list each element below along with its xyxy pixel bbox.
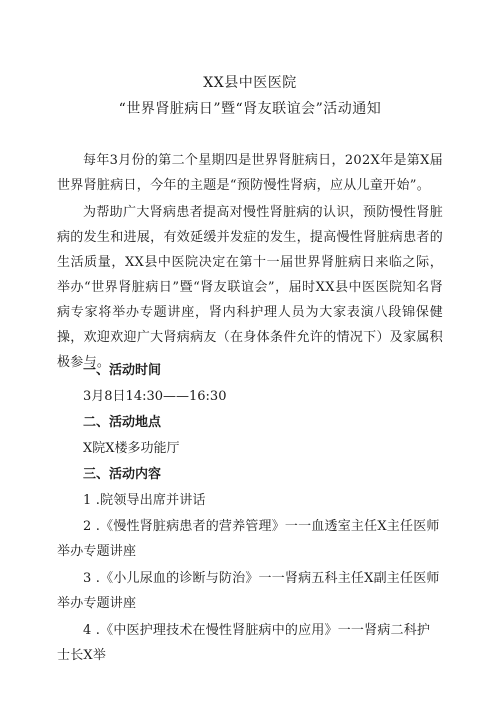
section-time-content: 3月8日14:30——16:30 <box>83 389 227 404</box>
section-content-heading: 三、活动内容 <box>83 467 162 482</box>
intro-paragraph: 每年3月份的第二个星期四是世界肾脏病日，202X年是第X届世界肾脏病日，今年的主题是“预防慢性肾病，应从儿童开始”。 <box>57 153 443 193</box>
list-item: 2 .《慢性肾脏病患者的营养管理》一一血透室主任X主任医师举办专题讲座 <box>57 519 440 559</box>
section-location-heading: 二、活动地点 <box>83 415 162 430</box>
purpose-paragraph: 为帮助广大肾病患者提高对慢性肾脏病的认识，预防慢性肾脏病的发生和进展，有效延缓并发症的发生，提高慢性肾脏病患者的生活质量，XX县中医院决定在第十一届世界肾脏病日来临之际，举办“世界肾脏病日”暨“肾友联谊会”，届时XX县中医医院知名肾病专家将举办专题讲座，肾内科护理人员为大家表演八段锦保健操，欢迎欢迎广大肾病病友（在身体条件允许的情况下）及家属积极参与。 <box>57 205 443 370</box>
notice-title: “世界肾脏病日”暨“肾友联谊会”活动通知 <box>118 101 382 117</box>
list-item: 1 .院领导出席并讲话 <box>83 493 206 508</box>
section-time-heading: 一、活动时间 <box>83 363 162 378</box>
section-location-content: X院X楼多功能厅 <box>83 441 180 456</box>
hospital-title: XX县中医医院 <box>203 75 297 91</box>
list-item: 4 .《中医护理技术在慢性肾脏病中的应用》一一肾病二科护士长X举 <box>57 623 431 663</box>
list-item: 3 .《小儿尿血的诊断与防治》一一肾病五科主任X副主任医师举办专题讲座 <box>57 571 440 611</box>
